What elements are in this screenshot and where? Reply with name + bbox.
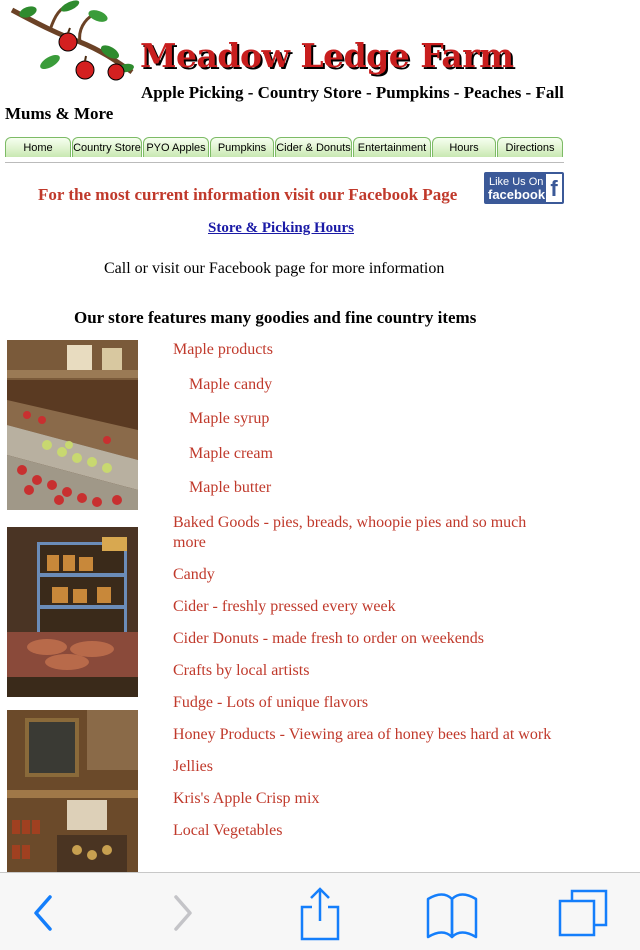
list-item: Local Vegetables xyxy=(173,822,283,839)
list-item: Maple butter xyxy=(189,479,272,496)
tagline xyxy=(5,82,585,124)
jars-crafts-photo xyxy=(7,710,138,872)
apple-branch-logo xyxy=(10,0,135,84)
tagline-line-2: Mums & More xyxy=(5,104,114,123)
baked-goods-shelves-photo xyxy=(7,527,138,697)
nav-tab-home[interactable]: Home xyxy=(5,137,71,157)
share-icon[interactable] xyxy=(290,885,350,941)
bookmarks-icon[interactable] xyxy=(422,885,482,941)
store-picking-hours-link[interactable]: Store & Picking Hours xyxy=(208,220,354,236)
nav-tab-hours[interactable]: Hours xyxy=(432,137,496,157)
apple-bins-photo xyxy=(7,340,138,510)
facebook-badge-brand: facebook xyxy=(488,187,546,202)
list-item: Maple cream xyxy=(189,444,273,462)
list-item: Baked Goods - pies, breads, whoopie pies and so much more xyxy=(173,514,527,551)
store-features-heading: Our store features many goodies and fine country items xyxy=(74,308,477,327)
nav-tab-directions[interactable]: Directions xyxy=(497,137,563,157)
list-item: Kris's Apple Crisp mix xyxy=(173,790,320,807)
farm-name-title: Meadow Ledge Farm xyxy=(140,36,514,75)
call-info-text: Call or visit our Facebook page for more information xyxy=(104,260,445,277)
forward-icon[interactable] xyxy=(152,885,212,941)
nav-tab-cider-donuts[interactable]: Cider & Donuts xyxy=(275,137,352,157)
facebook-like-badge[interactable] xyxy=(484,172,564,204)
list-item: Candy xyxy=(173,566,215,583)
list-item: Maple syrup xyxy=(189,410,270,427)
main-nav xyxy=(5,136,564,163)
store-product-list xyxy=(173,340,553,853)
list-item: Fudge - Lots of unique flavors xyxy=(173,694,369,711)
back-icon[interactable] xyxy=(14,885,74,941)
list-item: Cider - freshly pressed every week xyxy=(173,598,396,615)
list-item: Honey Products - Viewing area of honey bees hard at work xyxy=(173,726,552,743)
list-item: Jellies xyxy=(173,758,213,775)
nav-tab-country-store[interactable]: Country Store xyxy=(72,137,142,157)
nav-tab-pyo-apples[interactable]: PYO Apples xyxy=(143,137,209,157)
nav-tab-pumpkins[interactable]: Pumpkins xyxy=(210,137,274,157)
facebook-f-icon: f xyxy=(546,174,562,202)
facebook-badge-caption: Like Us On xyxy=(489,176,544,188)
list-item: Maple candy xyxy=(189,375,273,393)
list-item: Cider Donuts - made fresh to order on weekends xyxy=(173,630,485,647)
facebook-message: For the most current information visit our Facebook Page xyxy=(38,185,458,204)
tagline-line-1: Apple Picking - Country Store - Pumpkins - Peaches - Fall xyxy=(141,83,564,102)
nav-tab-entertainment[interactable]: Entertainment xyxy=(353,137,431,157)
list-item: Maple products xyxy=(173,341,273,358)
browser-toolbar xyxy=(0,872,640,950)
list-item: Crafts by local artists xyxy=(173,662,310,679)
tabs-icon[interactable] xyxy=(554,885,614,941)
